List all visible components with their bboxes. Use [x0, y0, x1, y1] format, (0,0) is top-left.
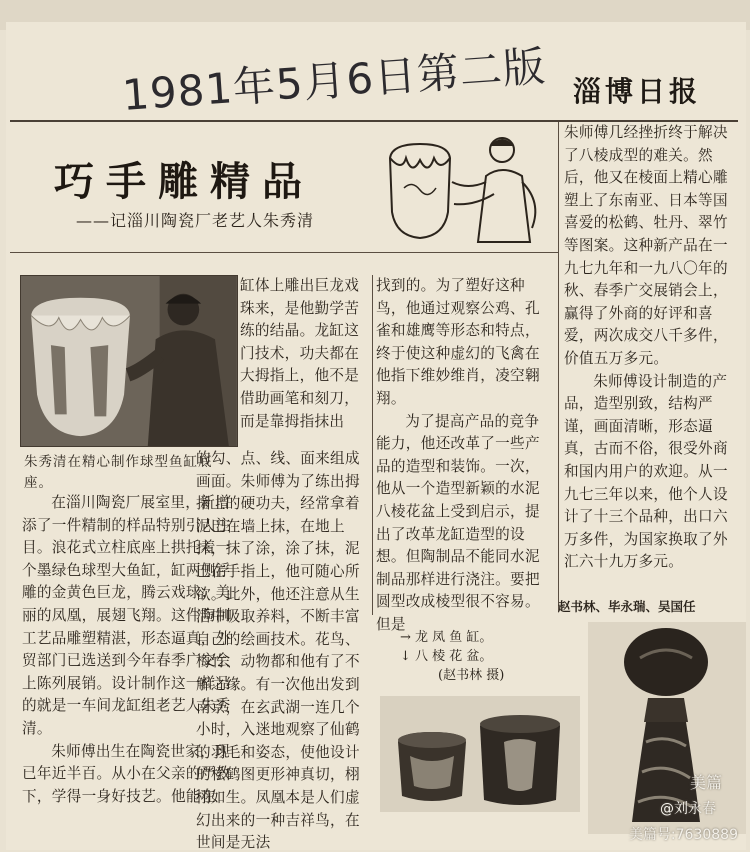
byline: 赵书林、毕永瑞、吴国任 — [558, 599, 696, 614]
flowerpot-photo — [380, 696, 580, 812]
column-rule — [558, 122, 559, 612]
handwritten-date: 1981年5月6日第二版 — [120, 41, 548, 120]
newspaper-masthead: 淄博日报 — [573, 75, 702, 108]
article-subhead: ——记淄川陶瓷厂老艺人朱秀清 — [76, 211, 315, 230]
column-rule — [372, 275, 373, 615]
article-column-2-bottom — [196, 448, 370, 852]
headline-box — [14, 128, 554, 250]
headline-rule — [10, 252, 558, 253]
craftsman-illustration — [382, 132, 554, 246]
caption-line: ↓ 八 棱 花 盆。 — [400, 649, 493, 664]
paragraph: 朱师傅出生在陶瓷世家，现已年近半百。从小在父亲的严教下，学得一身好技艺。他能在 — [22, 742, 231, 805]
paragraph: 朱师傅设计制造的产品，造型别致，结构严谨，画面清晰，形态逼真，古而不俗，很受外商和国内用户的欢迎。从一九七三年以来，他个人设计了十三个品种，出口六万多件，为国家换取了外汇六十九万多元。 — [564, 372, 728, 571]
paragraph: 缸体上雕出巨龙戏珠来，是他勤学苦练的结晶。龙缸这门技术，功夫都在大拇指上，他不是借助画笔和刻刀，而是靠拇指抹出 — [240, 277, 360, 430]
paragraph: 为了提高产品的竞争能力，他还改革了一些产品的造型和装饰。一次，他从一个造型新颖的水泥八棱花盆上受到启示，提出了改革龙缸造型的设想。但陶制品不能同水泥制品那样进行浇注。要把圆型改成棱型很不容易。但是 — [376, 412, 540, 633]
article-headline: 巧手雕精品 — [54, 158, 314, 205]
watermark-brand: 美篇 — [689, 773, 722, 792]
paragraph: 找到的。为了塑好这种鸟，他通过观察公鸡、孔雀和雄鹰等形态和特点，终于使这种虚幻的飞禽在他指下维妙维肖，凌空翱翔。 — [376, 277, 540, 407]
article-column-4 — [564, 122, 738, 574]
article-column-2-top — [240, 275, 370, 433]
article-column-3 — [376, 275, 552, 637]
caption-line: → 龙 凤 鱼 缸。 — [400, 630, 493, 645]
craftsman-photo — [20, 275, 238, 447]
photo-credit: (赵书林 摄) — [438, 668, 505, 683]
watermark-id: 美篇号:7630889 — [628, 827, 738, 843]
paragraph: 在淄川陶瓷厂展室里，新增添了一件精制的样品特别引人注目。浪花式立柱底座上拱托着一个墨绿色球型大鱼缸，缸两侧浮雕的金黄色巨龙，腾云戏球；美丽的凤凰，展翅飞翔。这件陶制工艺品雕塑精湛，形态逼真，外贸部门已选送到今年春季广交会上陈列展销。设计制作这一样品的就是一车间龙缸组老艺人朱秀清。 — [22, 494, 231, 737]
photo-caption: 朱秀清在精心制作球型鱼缸底座。 — [24, 454, 213, 491]
photo2-caption — [392, 628, 504, 685]
paragraph: 朱师傅几经挫折终于解决了八棱成型的难关。然后，他又在棱面上精心雕塑上了东南亚、日本等国喜爱的松鹤、牡丹、翠竹等图案。这种新产品在一九七九年和一九八〇年的秋、春季广交展销会上，赢得了外商的好评和喜爱，两次成交八千多件，价值五万多元。 — [564, 124, 728, 367]
watermark-author: @刘永春 — [660, 801, 716, 817]
paragraph: 的勾、点、线、面来组成画面。朱师傅为了练出拇指上的硬功夫，经常拿着泥巴在墙上抹，在地上抹，抹了涂，涂了抹，泥巴在手指上，他可随心所欲。此外，他还注意从生活中吸取养料，不断丰富自己的绘画技术。花鸟、梅竹、动物都和他有了不解之缘。有一次他出发到南京，在玄武湖一连几个小时，入迷地观察了仙鹤的羽毛和姿态，使他设计的松鹤图更形神真切，栩栩如生。凤凰本是人们虚幻出来的一种吉祥鸟，在世间是无法 — [196, 450, 360, 852]
